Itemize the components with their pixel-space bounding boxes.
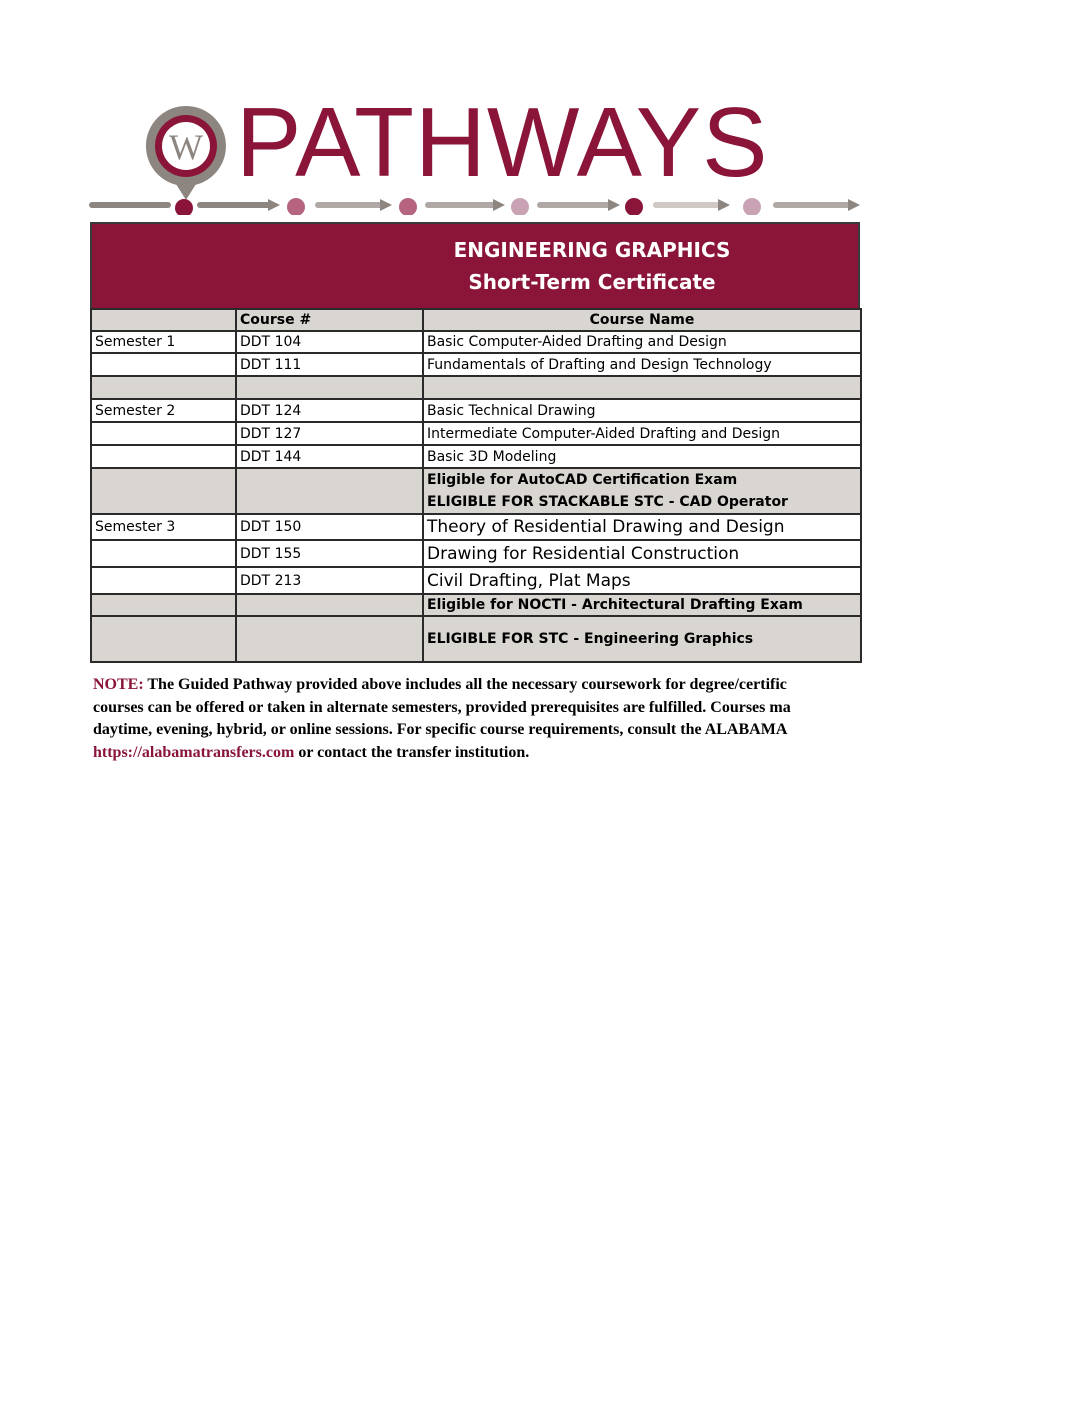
header-course-number: Course #: [236, 309, 423, 331]
course-name-cell: Basic Computer-Aided Drafting and Design: [423, 331, 861, 353]
course-name-cell: Civil Drafting, Plat Maps: [423, 567, 861, 594]
program-title: ENGINEERING GRAPHICS: [453, 238, 731, 262]
semester-cell: [91, 616, 236, 662]
note-label: NOTE:: [93, 676, 144, 693]
course-number-cell: [236, 468, 423, 514]
note-text: The Guided Pathway provided above includes all the necessary coursework for degree/certific: [143, 676, 787, 693]
table-row: [91, 540, 861, 567]
certification-cell: Eligible for NOCTI - Architectural Drafting Exam: [423, 594, 861, 616]
course-number-cell: DDT 111: [236, 353, 423, 376]
semester-cell: [91, 468, 236, 514]
course-number-cell: DDT 150: [236, 514, 423, 540]
semester-cell: [91, 540, 236, 567]
course-number-cell: [236, 616, 423, 662]
course-number-cell: DDT 213: [236, 567, 423, 594]
semester-cell: [91, 594, 236, 616]
certification-line: ELIGIBLE FOR STACKABLE STC - CAD Operator: [427, 494, 788, 510]
table-row: [91, 567, 861, 594]
course-number-cell: DDT 104: [236, 331, 423, 353]
program-subtitle: Short-Term Certificate: [468, 270, 716, 294]
logo-wordmark: PATHWAYS: [236, 87, 769, 197]
note-line: courses can be offered or taken in alternate semesters, provided prerequisites are fulfilled. Courses ma: [93, 698, 791, 716]
header-semester: [91, 309, 236, 331]
course-name-cell: Basic 3D Modeling: [423, 445, 861, 468]
course-name-cell: Intermediate Computer-Aided Drafting and Design: [423, 422, 861, 445]
pathway-note: [93, 674, 860, 764]
alabama-transfers-link[interactable]: https://alabamatransfers.com: [93, 743, 295, 761]
semester-cell: [91, 445, 236, 468]
pathway-sheet: [90, 222, 860, 663]
note-line: daytime, evening, hybrid, or online sessions. For specific course requirements, consult the ALABAMA: [93, 721, 788, 738]
table-row: [91, 399, 861, 422]
certification-cell: ELIGIBLE FOR STC - Engineering Graphics: [423, 616, 861, 662]
semester-cell: Semester 1: [91, 331, 236, 353]
pathway-track-graphic: [88, 195, 860, 215]
table-row: [91, 422, 861, 445]
table-row: [91, 514, 861, 540]
course-number-cell: DDT 155: [236, 540, 423, 567]
note-text: or contact the transfer institution.: [294, 743, 530, 761]
header-course-name: Course Name: [423, 309, 861, 331]
note-line: [93, 674, 860, 697]
course-name-cell: Fundamentals of Drafting and Design Technology: [423, 353, 861, 376]
table-header-row: [91, 309, 861, 331]
course-name-cell: Drawing for Residential Construction: [423, 540, 861, 567]
course-number-cell: [236, 594, 423, 616]
semester-cell: [91, 376, 236, 399]
course-number-cell: DDT 144: [236, 445, 423, 468]
semester-cell: [91, 353, 236, 376]
semester-cell: Semester 3: [91, 514, 236, 540]
semester-cell: [91, 422, 236, 445]
course-number-cell: [236, 376, 423, 399]
certification-row: [91, 616, 861, 662]
certification-row: [91, 468, 861, 514]
course-number-cell: DDT 127: [236, 422, 423, 445]
semester-cell: Semester 2: [91, 399, 236, 422]
course-name-cell: Basic Technical Drawing: [423, 399, 861, 422]
certification-line: Eligible for AutoCAD Certification Exam: [427, 472, 738, 488]
certification-cell: [423, 468, 861, 514]
table-row: [91, 331, 861, 353]
table-row: [91, 445, 861, 468]
certification-row: [91, 594, 861, 616]
course-table: [90, 308, 862, 663]
course-number-cell: DDT 124: [236, 399, 423, 422]
note-line: [93, 742, 860, 765]
w-badge-icon: [136, 100, 236, 200]
program-banner: [90, 222, 860, 308]
pathways-logo: [88, 87, 860, 220]
course-name-cell: Theory of Residential Drawing and Design: [423, 514, 861, 540]
spacer-row: [91, 376, 861, 399]
badge-letter: W: [169, 127, 203, 167]
semester-cell: [91, 567, 236, 594]
table-row: [91, 353, 861, 376]
course-name-cell: [423, 376, 861, 399]
